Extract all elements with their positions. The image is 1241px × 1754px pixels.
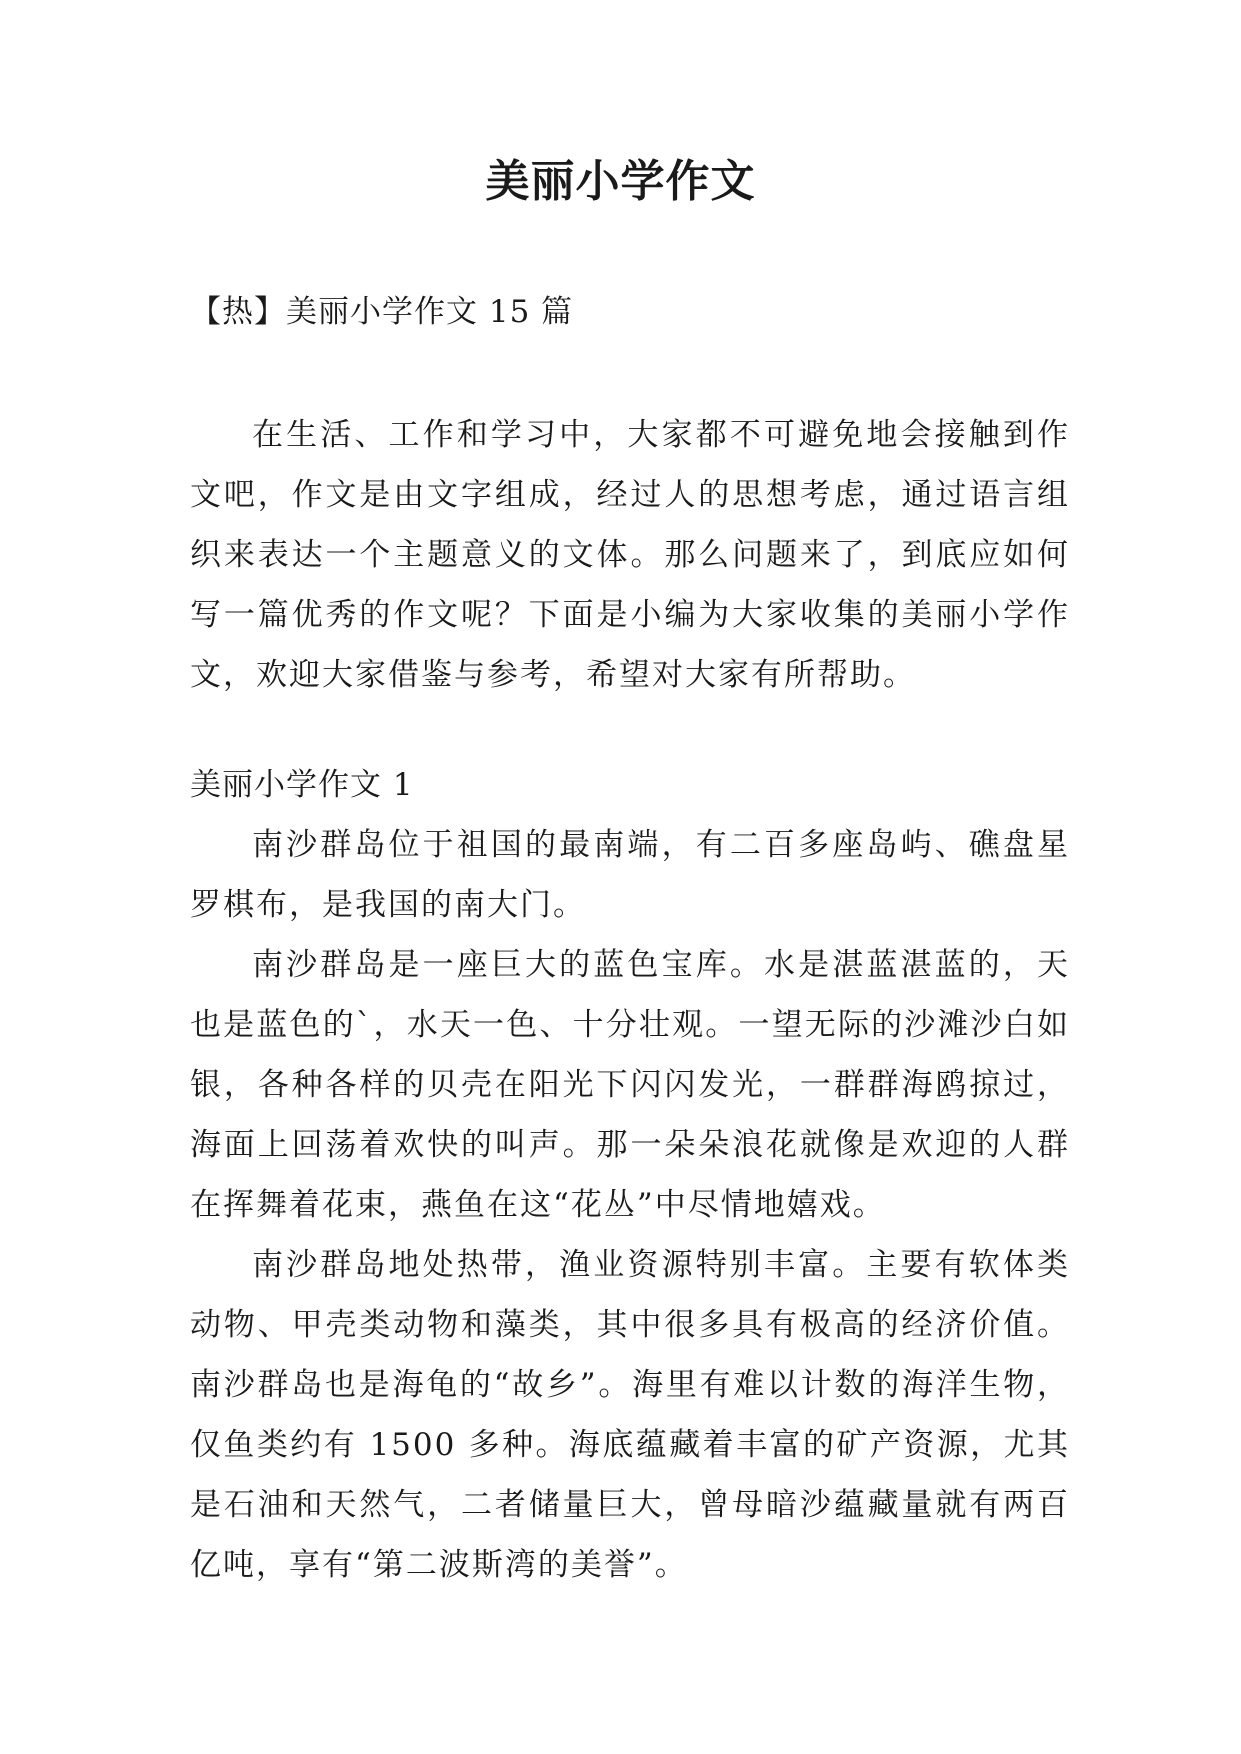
document-subtitle: 【热】美丽小学作文 15 篇 xyxy=(190,294,574,330)
section-heading: 美丽小学作文 1 xyxy=(190,767,414,803)
body-paragraph: 南沙群岛位于祖国的最南端，有二百多座岛屿、礁盘星罗棋布，是我国的南大门。 xyxy=(190,827,1070,923)
body-paragraph: 南沙群岛地处热带，渔业资源特别丰富。主要有软体类动物、甲壳类动物和藻类，其中很多具有极高的经济价值。南沙群岛也是海龟的“故乡”。海里有难以计数的海洋生物，仅鱼类约有 1500 多种。海底蕴藏着丰富的矿产资源，尤其是石油和天然气，二者储量巨大，曾母暗沙蕴藏量就有两百亿吨，享有“第二波斯湾的美誉”。 xyxy=(190,1247,1070,1583)
document-body xyxy=(190,405,1070,1595)
body-paragraph: 南沙群岛是一座巨大的蓝色宝库。水是湛蓝湛蓝的，天也是蓝色的`，水天一色、十分壮观。一望无际的沙滩沙白如银，各种各样的贝壳在阳光下闪闪发光，一群群海鸥掠过，海面上回荡着欢快的叫声。那一朵朵浪花就像是欢迎的人群在挥舞着花束，燕鱼在这“花丛”中尽情地嬉戏。 xyxy=(190,947,1070,1223)
document-title: 美丽小学作文 xyxy=(485,156,756,207)
intro-paragraph: 在生活、工作和学习中，大家都不可避免地会接触到作文吧，作文是由文字组成，经过人的思想考虑，通过语言组织来表达一个主题意义的文体。那么问题来了，到底应如何写一篇优秀的作文呢？下面是小编为大家收集的美丽小学作文，欢迎大家借鉴与参考，希望对大家有所帮助。 xyxy=(190,417,1070,693)
